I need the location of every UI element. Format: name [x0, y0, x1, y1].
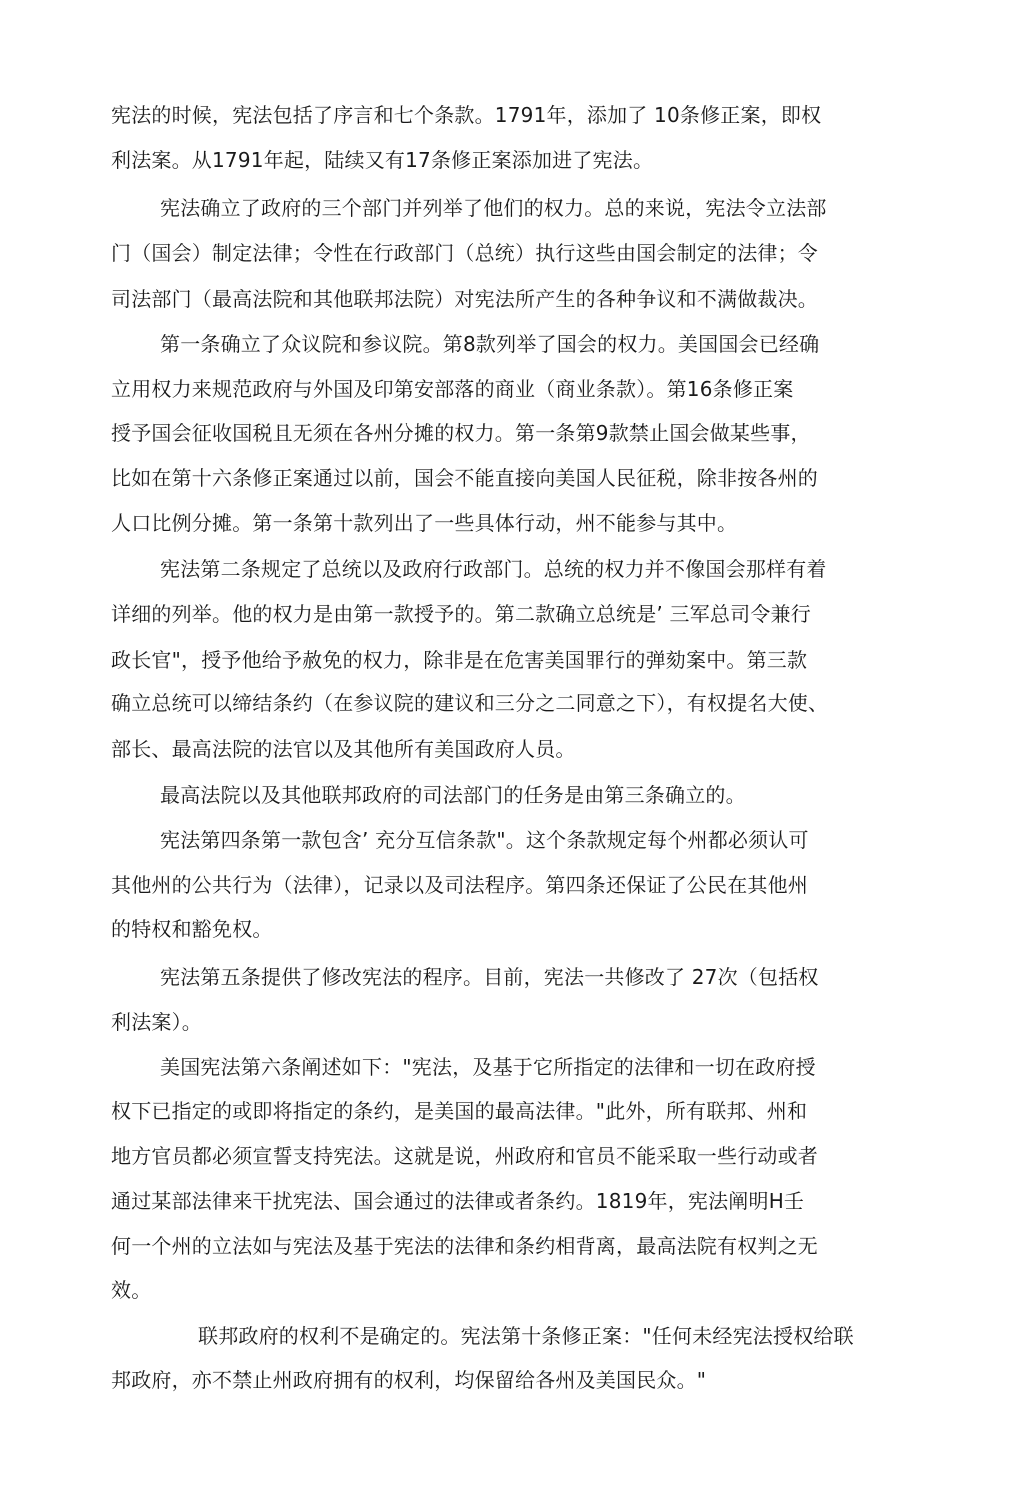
- text-line: 联邦政府的权利不是确定的。宪法第十条修正案："任何未经宪法授权给联: [198, 1324, 854, 1348]
- text-line: 通过某部法律来干扰宪法、国会通过的法律或者条约。1819年，宪法阐明H壬: [111, 1189, 805, 1213]
- text-line: 邦政府，亦不禁止州政府拥有的权利，均保留给各州及美国民众。": [111, 1368, 707, 1392]
- text-line: 详细的列举。他的权力是由第一款授予的。第二款确立总统是’ 三军总司令兼行: [111, 602, 811, 626]
- text-line: 宪法确立了政府的三个部门并列举了他们的权力。总的来说，宪法令立法部: [160, 196, 827, 220]
- text-line: 人口比例分摊。第一条第十款列出了一些具体行动，州不能参与其中。: [111, 511, 738, 535]
- text-line: 宪法第五条提供了修改宪法的程序。目前，宪法一共修改了 27次（包括权: [160, 965, 819, 989]
- text-line: 授予国会征收国税且无须在各州分摊的权力。第一条第9款禁止国会做某些事，: [111, 421, 811, 445]
- text-line: 比如在第十六条修正案通过以前，国会不能直接向美国人民征税，除非按各州的: [111, 466, 818, 490]
- text-line: 其他州的公共行为（法律），记录以及司法程序。第四条还保证了公民在其他州: [111, 873, 808, 897]
- text-line: 宪法的时候，宪法包括了序言和七个条款。1791年，添加了 10条修正案，即权: [111, 103, 822, 127]
- text-line: 利法案）。: [111, 1010, 202, 1034]
- text-line: 宪法第二条规定了总统以及政府行政部门。总统的权力并不像国会那样有着: [160, 557, 827, 581]
- text-line: 效。: [111, 1278, 152, 1302]
- text-line: 美国宪法第六条阐述如下："宪法，及基于它所指定的法律和一切在政府授: [160, 1055, 816, 1079]
- text-line: 确立总统可以缔结条约（在参议院的建议和三分之二同意之下），有权提名大使、: [111, 691, 829, 715]
- text-line: 宪法第四条第一款包含’ 充分互信条款"。这个条款规定每个州都必须认可: [160, 828, 809, 852]
- text-line: 立用权力来规范政府与外国及印第安部落的商业（商业条款）。第16条修正案: [111, 377, 794, 401]
- text-line: 何一个州的立法如与宪法及基于宪法的法律和条约相背离，最高法院有权判之无: [111, 1234, 818, 1258]
- text-line: 第一条确立了众议院和参议院。第8款列举了国会的权力。美国国会已经确: [160, 332, 820, 356]
- text-line: 利法案。从1791年起，陆续又有17条修正案添加进了宪法。: [111, 148, 654, 172]
- text-line: 政长官"，授予他给予赦免的权力，除非是在危害美国罪行的弹劾案中。第三款: [111, 648, 808, 672]
- text-line: 门（国会）制定法律；令性在行政部门（总统）执行这些由国会制定的法律；令: [111, 241, 818, 265]
- text-line: 部长、最高法院的法官以及其他所有美国政府人员。: [111, 737, 576, 761]
- text-line: 的特权和豁免权。: [111, 917, 273, 941]
- text-line: 最高法院以及其他联邦政府的司法部门的任务是由第三条确立的。: [160, 783, 746, 807]
- text-line: 地方官员都必须宣誓支持宪法。这就是说，州政府和官员不能采取一些行动或者: [111, 1144, 818, 1168]
- text-line: 司法部门（最高法院和其他联邦法院）对宪法所产生的各种争议和不满做裁决。: [111, 287, 818, 311]
- text-line: 权下已指定的或即将指定的条约，是美国的最高法律。"此外，所有联邦、州和: [111, 1099, 808, 1123]
